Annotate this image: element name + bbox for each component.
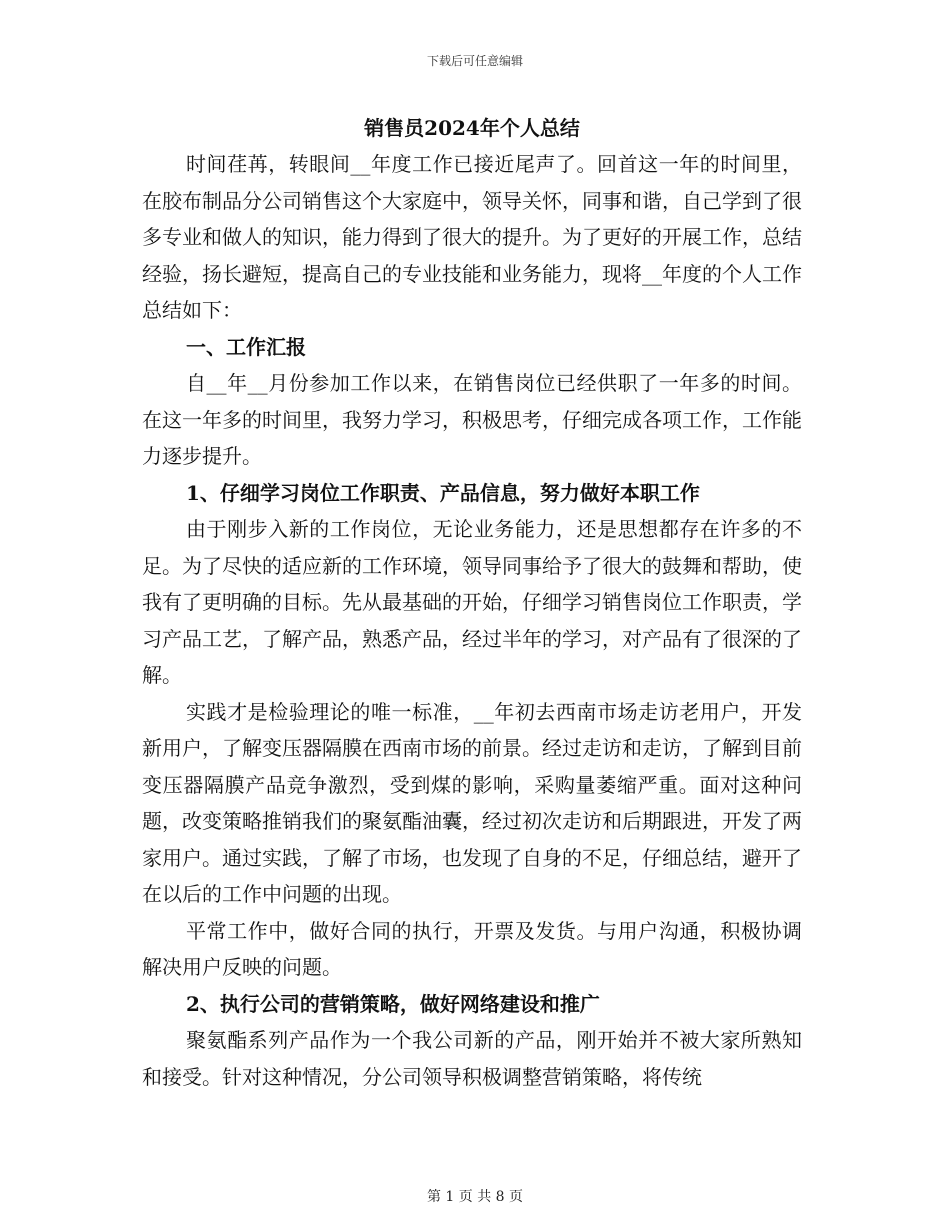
paragraph-marketing-strategy: 聚氨酯系列产品作为一个我公司新的产品，刚开始并不被大家所熟知和接受。针对这种情况，分公司领导积极调整营销策略，将传统 xyxy=(142,1028,802,1089)
paragraph-intro: 时间荏苒，转眼间__年度工作已接近尾声了。回首这一年的时间里，在胶布制品分公司销售这个大家庭中，领导关怀，同事和谐，自己学到了很多专业和做人的知识，能力得到了很大的提升。为了更好的开展工作，总结经验，扬长避短，提高自己的专业技能和业务能力，现将__年度的个人工作总结如下： xyxy=(142,152,802,322)
paragraph-study-duties: 由于刚步入新的工作岗位，无论业务能力，还是思想都存在许多的不足。为了尽快的适应新的工作环境，领导同事给予了很大的鼓舞和帮助，使我有了更明确的目标。先从最基础的开始，仔细学习销售岗位工作职责，学习产品工艺，了解产品，熟悉产品，经过半年的学习，对产品有了很深的了解。 xyxy=(142,517,802,687)
section-heading-work-report: 一、工作汇报 xyxy=(186,334,306,359)
document-body xyxy=(142,110,802,1095)
subheading-study-duties: 1、仔细学习岗位工作职责、产品信息，努力做好本职工作 xyxy=(186,480,700,505)
paragraph-work-report: 自__年__月份参加工作以来，在销售岗位已经供职了一年多的时间。在这一年多的时间里，我努力学习，积极思考，仔细完成各项工作，工作能力逐步提升。 xyxy=(142,371,802,468)
subheading-marketing-strategy: 2、执行公司的营销策略，做好网络建设和推广 xyxy=(186,991,600,1016)
paragraph-daily-work: 平常工作中，做好合同的执行，开票及发货。与用户沟通，积极协调解决用户反映的问题。 xyxy=(142,918,802,979)
paragraph-practice: 实践才是检验理论的唯一标准，__年初去西南市场走访老用户，开发新用户，了解变压器隔膜在西南市场的前景。经过走访和走访，了解到目前变压器隔膜产品竞争激烈，受到煤的影响，采购量萎缩严重。面对这种问题，改变策略推销我们的聚氨酯油囊，经过初次走访和后期跟进，开发了两家用户。通过实践，了解了市场，也发现了自身的不足，仔细总结，避开了在以后的工作中问题的出现。 xyxy=(142,699,802,906)
document-title: 销售员2024年个人总结 xyxy=(364,116,580,140)
page-header-note: 下载后可任意编辑 xyxy=(426,54,523,68)
page-number-footer: 第 1 页 共 8 页 xyxy=(426,1189,524,1205)
